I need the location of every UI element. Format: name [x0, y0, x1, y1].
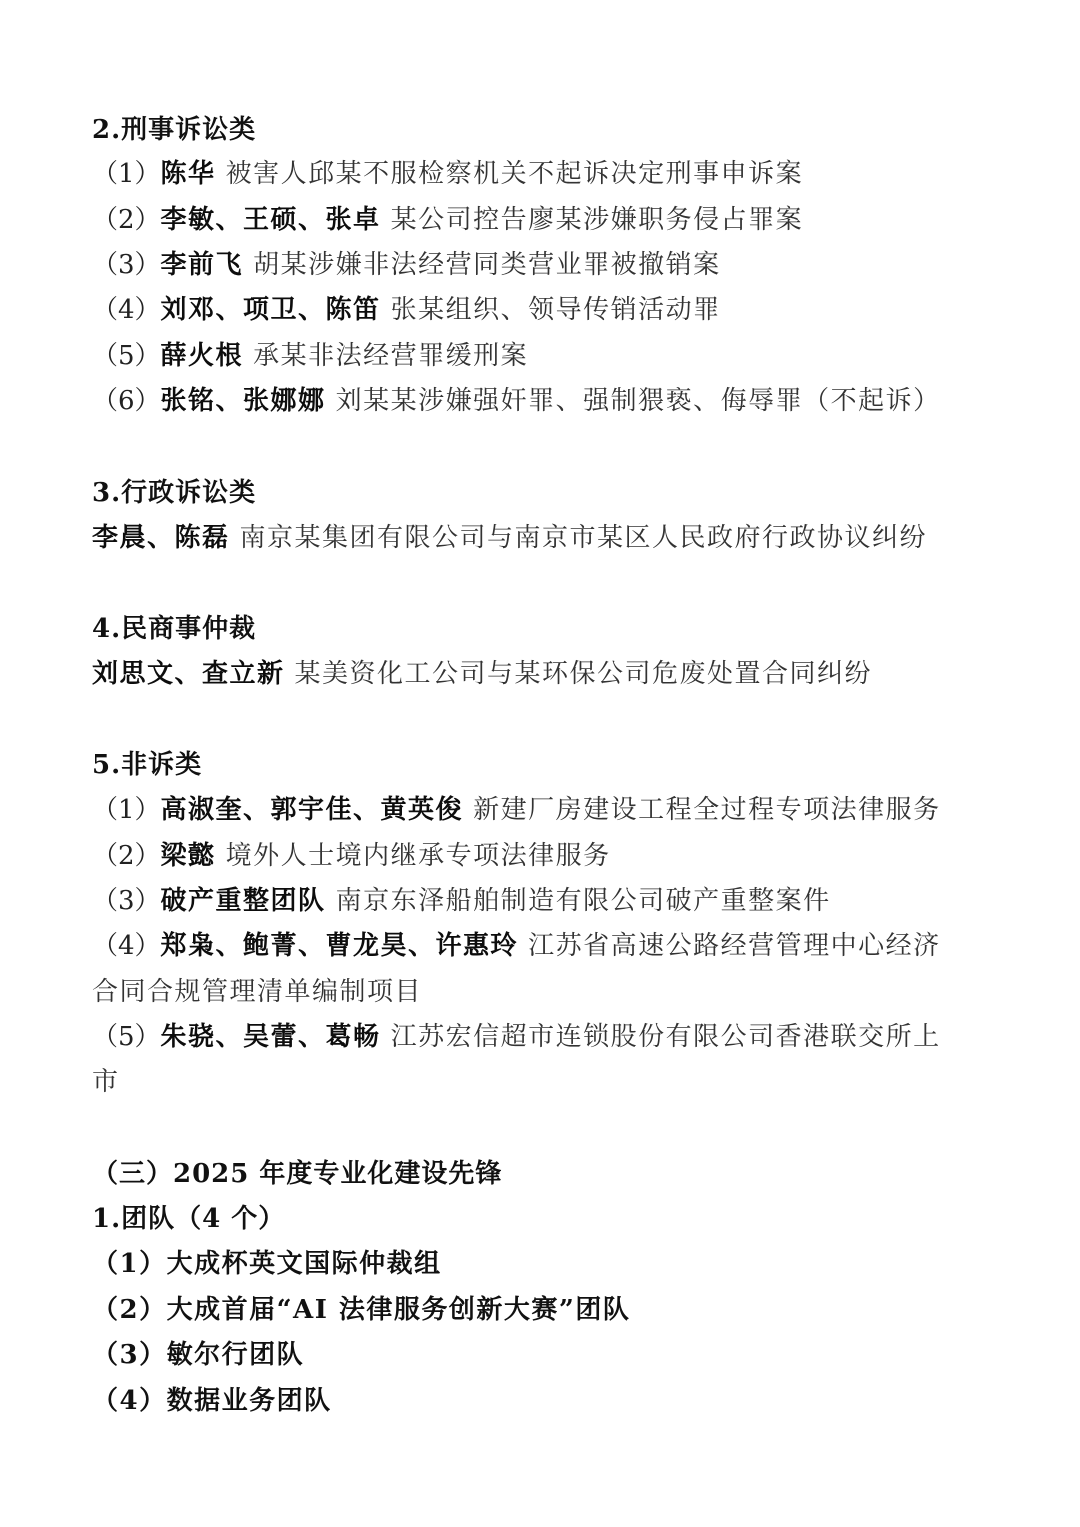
section-heading-administrative: 3.行政诉讼类	[92, 478, 257, 508]
item-number: （5）	[92, 1022, 161, 1052]
list-item	[92, 839, 992, 873]
section-heading-criminal: 2.刑事诉讼类	[92, 115, 257, 145]
lawyer-names: 李敏、王硕、张卓	[160, 205, 381, 235]
section-heading-non-litigation: 5.非诉类	[92, 750, 203, 780]
list-item	[92, 1020, 992, 1054]
list-item	[92, 657, 992, 691]
list-item-continuation	[92, 975, 992, 1009]
case-description: 刘某某涉嫌强奸罪、强制猥亵、侮辱罪（不起诉）	[335, 386, 941, 416]
lawyer-names: 陈华	[160, 159, 216, 189]
list-item	[92, 339, 992, 373]
list-item	[92, 521, 992, 555]
list-item	[92, 929, 992, 963]
lawyer-names: 刘邓、项卫、陈笛	[160, 295, 381, 325]
list-item-continuation	[92, 1065, 992, 1099]
case-description: 胡某涉嫌非法经营同类营业罪被撤销案	[253, 250, 721, 280]
item-number: （6）	[92, 386, 161, 416]
team-item: （2）大成首届“AI 法律服务创新大赛”团队	[92, 1295, 631, 1325]
item-number: （3）	[92, 250, 161, 280]
case-description: 张某组织、领导传销活动罪	[390, 295, 721, 325]
case-description: 江苏宏信超市连锁股份有限公司香港联交所上	[390, 1022, 941, 1052]
case-description: 南京东泽船舶制造有限公司破产重整案件	[335, 886, 831, 916]
case-description: 承某非法经营罪缓刑案	[253, 341, 529, 371]
item-number: （1）	[92, 795, 161, 825]
list-item	[92, 293, 992, 327]
case-description: 南京某集团有限公司与南京市某区人民政府行政协议纠纷	[239, 523, 928, 553]
list-item	[92, 203, 992, 237]
lawyer-names: 梁懿	[160, 841, 216, 871]
pioneer-subheading: 1.团队（4 个）	[92, 1204, 286, 1234]
list-item	[92, 384, 992, 418]
case-description: 境外人士境内继承专项法律服务	[225, 841, 611, 871]
case-description: 某公司控告廖某涉嫌职务侵占罪案	[390, 205, 804, 235]
case-description-continued: 合同合规管理清单编制项目	[92, 977, 423, 1007]
team-item: （1）大成杯英文国际仲裁组	[92, 1249, 442, 1279]
lawyer-names: 高淑奎、郭宇佳、黄英俊	[160, 795, 464, 825]
list-item	[92, 793, 992, 827]
case-description: 被害人邱某不服检察机关不起诉决定刑事申诉案	[225, 159, 804, 189]
item-number: （2）	[92, 205, 161, 235]
case-description: 江苏省高速公路经营管理中心经济	[528, 931, 941, 961]
list-item	[92, 884, 992, 918]
item-number: （4）	[92, 931, 161, 961]
lawyer-names: 李前飞	[160, 250, 244, 280]
lawyer-names: 张铭、张娜娜	[160, 386, 326, 416]
case-description-continued: 市	[92, 1067, 120, 1097]
list-item	[92, 157, 992, 191]
item-number: （4）	[92, 295, 161, 325]
item-number: （1）	[92, 159, 161, 189]
case-description: 新建厂房建设工程全过程专项法律服务	[473, 795, 941, 825]
case-description: 某美资化工公司与某环保公司危废处置合同纠纷	[294, 659, 873, 689]
item-number: （2）	[92, 841, 161, 871]
pioneer-title: （三）2025 年度专业化建设先锋	[92, 1159, 503, 1189]
item-number: （3）	[92, 886, 161, 916]
item-number: （5）	[92, 341, 161, 371]
lawyer-names: 朱骁、吴蕾、葛畅	[160, 1022, 381, 1052]
team-item: （4）数据业务团队	[92, 1386, 332, 1416]
list-item	[92, 248, 992, 282]
section-heading-arbitration: 4.民商事仲裁	[92, 614, 257, 644]
lawyer-names: 破产重整团队	[160, 886, 326, 916]
team-item: （3）敏尔行团队	[92, 1340, 305, 1370]
lawyer-names: 郑枭、鲍菁、曹龙昊、许惠玲	[160, 931, 519, 961]
lawyer-names: 刘思文、查立新	[92, 659, 285, 689]
lawyer-names: 李晨、陈磊	[92, 523, 230, 553]
lawyer-names: 薛火根	[160, 341, 244, 371]
